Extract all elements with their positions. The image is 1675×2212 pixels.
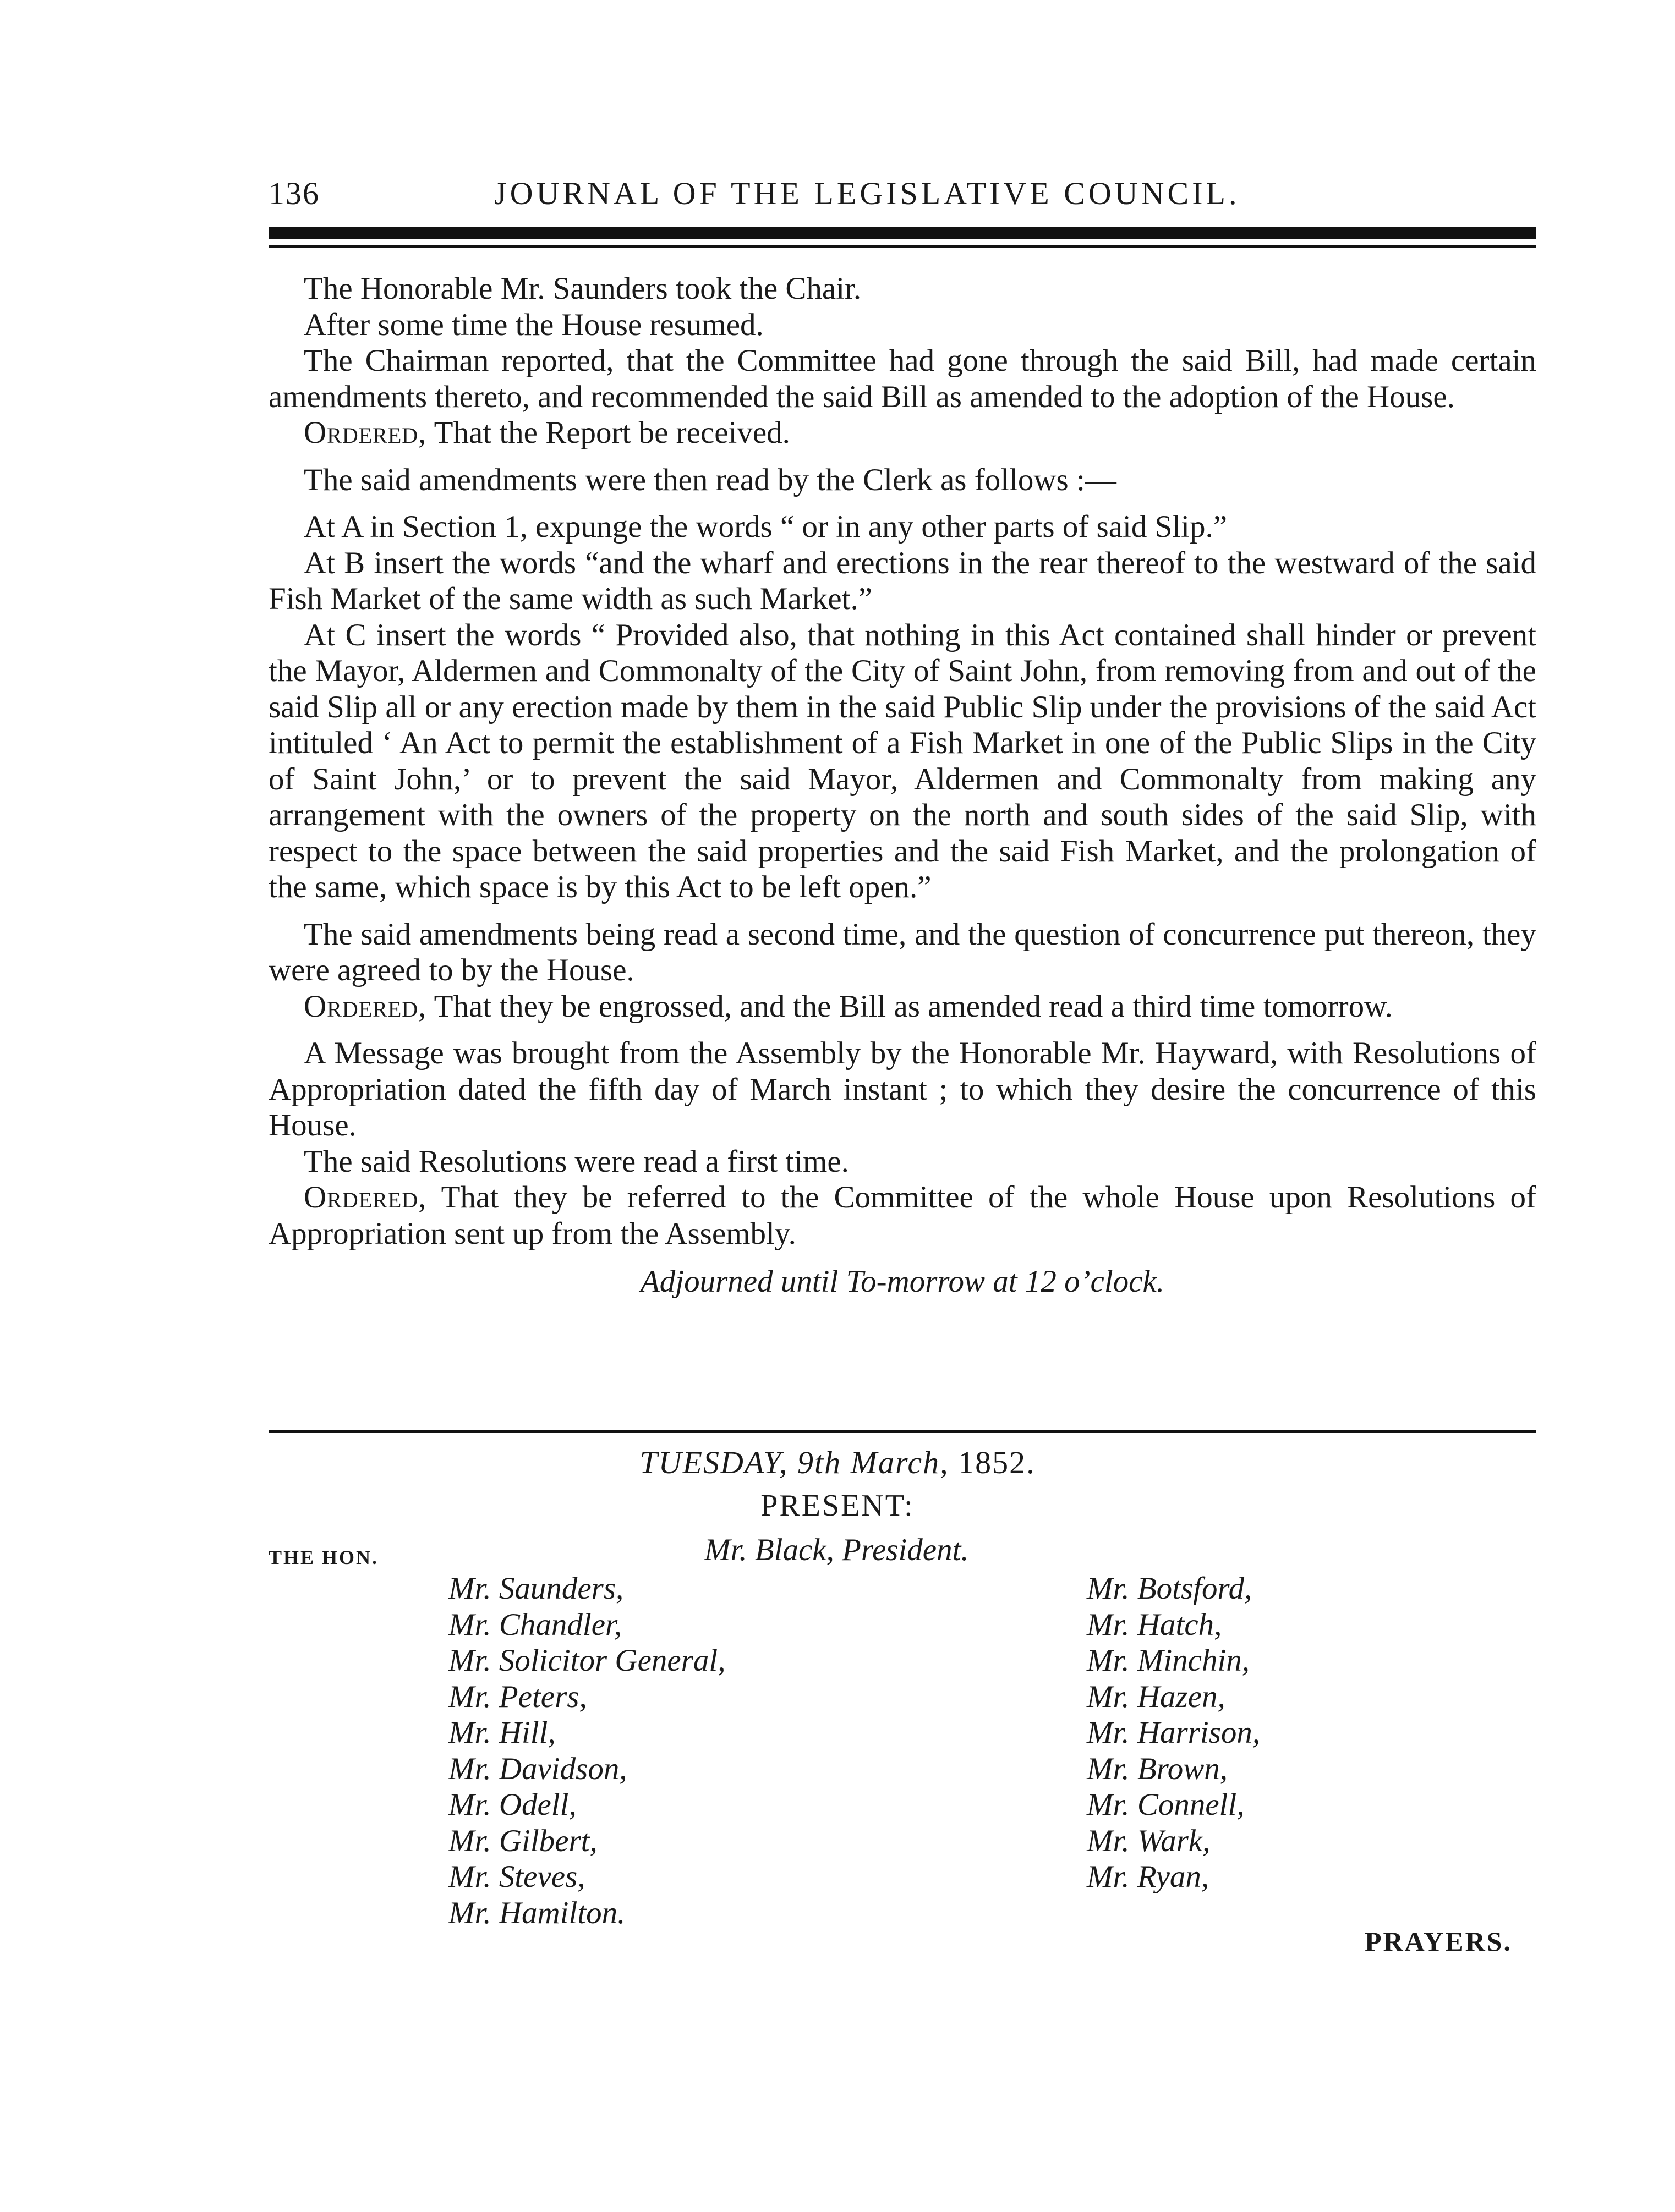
member-name: Mr. Harrison, bbox=[1087, 1715, 1261, 1750]
sitting-date-text: 9th March, bbox=[797, 1445, 949, 1480]
member-name: Mr. Hamilton. bbox=[448, 1895, 626, 1930]
member-name: Mr. Steves, bbox=[448, 1859, 585, 1894]
header-rule-thick bbox=[269, 227, 1536, 239]
sitting-year: 1852. bbox=[958, 1445, 1036, 1480]
page-number: 136 bbox=[269, 175, 320, 211]
paragraph: The said amendments were then read by the Clerk as follows :— bbox=[304, 462, 1116, 497]
member-name: Mr. Minchin, bbox=[1087, 1643, 1250, 1678]
member-name: Mr. Connell, bbox=[1087, 1787, 1245, 1822]
member-name: Mr. Wark, bbox=[1087, 1823, 1211, 1858]
member-name: Mr. Hazen, bbox=[1087, 1679, 1225, 1714]
members-left-column bbox=[448, 1571, 725, 1931]
member-name: Mr. Gilbert, bbox=[448, 1823, 598, 1858]
section-divider bbox=[269, 1430, 1536, 1433]
page-header bbox=[269, 175, 1536, 219]
member-name: Mr. Brown, bbox=[1087, 1751, 1228, 1786]
member-name: Mr. Chandler, bbox=[448, 1607, 622, 1642]
proceedings-text bbox=[269, 271, 1536, 1300]
amendment-c: At C insert the words “ Provided also, that nothing in this Act contained shall hinder or prevent the Mayor, Aldermen and Commonalty of the City of Saint John, from removing from and out of the said Slip all or any erection made by them in the said Public Slip under the provisions of the said Act intituled ‘ An Act to permit the establishment of a Fish Market in one of the Public Slips in the City of Saint John,’ or to prevent the said Mayor, Aldermen and Commonalty from making any arrangement with the owners of the property on the north and south sides of the said Slip, with respect to the space between the said properties and the said Fish Market, and the prolongation of the same, which space is by this Act to be left open.” bbox=[269, 617, 1536, 904]
present-heading: PRESENT: bbox=[760, 1489, 915, 1523]
ordered-paragraph: Ordered, That they be engrossed, and the Bill as amended read a third time tomorrow. bbox=[304, 989, 1393, 1024]
sitting-date bbox=[0, 1444, 1675, 1481]
paragraph: The Chairman reported, that the Committee had gone through the said Bill, had made certain amendments thereto, and recommended the said Bill as amended to the adoption of the House. bbox=[269, 343, 1536, 414]
header-rule-thin bbox=[269, 245, 1536, 248]
president-line: Mr. Black, President. bbox=[704, 1533, 969, 1567]
member-name: Mr. Davidson, bbox=[448, 1751, 627, 1786]
amendment-a: At A in Section 1, expunge the words “ or in any other parts of said Slip.” bbox=[304, 509, 1228, 544]
paragraph: The Honorable Mr. Saunders took the Chair. bbox=[304, 271, 862, 306]
the-hon-label: THE HON. bbox=[269, 1546, 379, 1568]
paragraph: After some time the House resumed. bbox=[304, 307, 764, 342]
member-name: Mr. Peters, bbox=[448, 1679, 587, 1714]
paragraph: The said amendments being read a second time, and the question of concurrence put thereon, they were agreed to by the House. bbox=[269, 916, 1536, 987]
member-name: Mr. Odell, bbox=[448, 1787, 577, 1822]
member-name: Mr. Solicitor General, bbox=[448, 1643, 726, 1678]
members-right-column bbox=[1087, 1571, 1260, 1895]
sitting-day: TUESDAY, bbox=[639, 1445, 789, 1480]
member-name: Mr. Saunders, bbox=[448, 1571, 624, 1606]
ordered-paragraph: Ordered, That they be referred to the Committee of the whole House upon Resolutions of Appropriation sent up from the Assembly. bbox=[269, 1180, 1536, 1251]
paragraph: The said Resolutions were read a first time. bbox=[304, 1144, 849, 1179]
prayers-heading: PRAYERS. bbox=[1365, 1926, 1513, 1957]
member-name: Mr. Hill, bbox=[448, 1715, 556, 1750]
amendment-b: At B insert the words “and the wharf and erections in the rear thereof to the westward of the said Fish Market of the same width as such Market.” bbox=[269, 545, 1536, 616]
running-title: JOURNAL OF THE LEGISLATIVE COUNCIL. bbox=[494, 175, 1240, 211]
member-name: Mr. Botsford, bbox=[1087, 1571, 1252, 1606]
member-name: Mr. Ryan, bbox=[1087, 1859, 1209, 1894]
adjournment-line: Adjourned until To-morrow at 12 o’clock. bbox=[640, 1264, 1165, 1299]
member-name: Mr. Hatch, bbox=[1087, 1607, 1222, 1642]
ordered-paragraph: Ordered, That the Report be received. bbox=[304, 415, 790, 450]
message-paragraph: A Message was brought from the Assembly by the Honorable Mr. Hayward, with Resolutions of Appropriation dated the fifth day of March instant ; to which they desire the concurrence of this House. bbox=[269, 1036, 1536, 1143]
